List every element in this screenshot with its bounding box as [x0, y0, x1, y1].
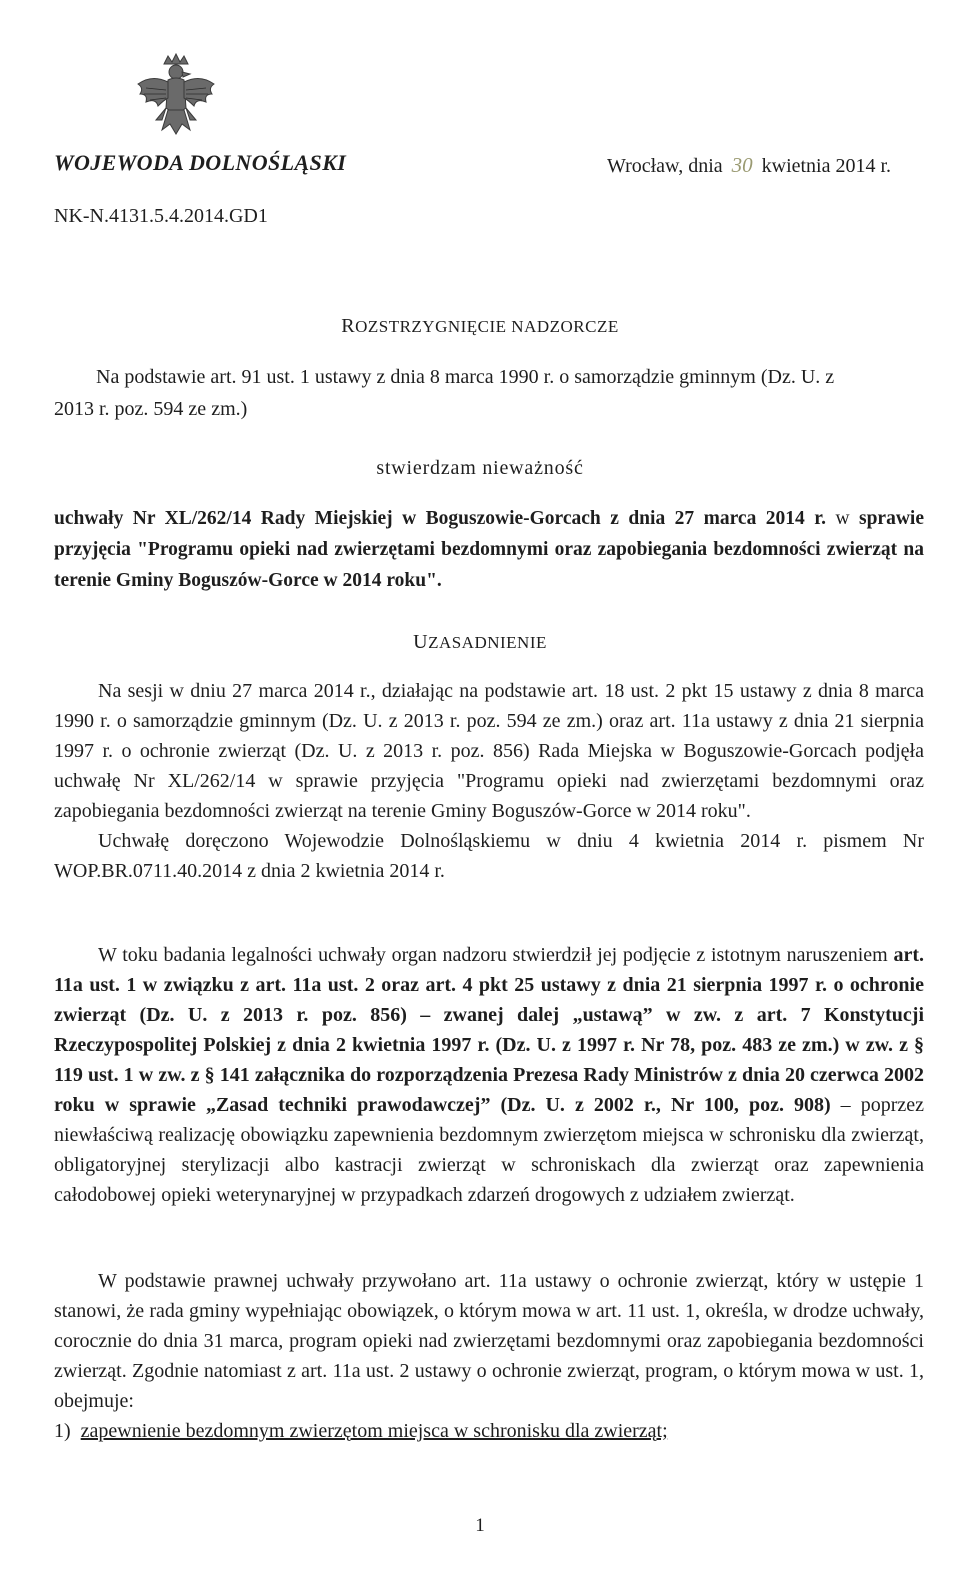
- paragraph-delivery: Uchwałę doręczono Wojewodzie Dolnośląskiemu w dniu 4 kwietnia 2014 r. pismem Nr WOP.BR.0711.40.2014 z dnia 2 kwietnia 2014 r.: [54, 830, 924, 882]
- justification-title: [0, 631, 960, 654]
- violation-legal-refs: art. 11a ust. 1 w związku z art. 11a ust. 2 oraz art. 4 pkt 25 ustawy z dnia 21 sierpnia 1997 r. o ochronie zwierząt (Dz. U. z 2013 r. poz. 856) – zwanej dalej „ustawą” w zw. z art. 7 Konstytucji Rzeczypospolitej Polskiej z dnia 2 kwietnia 1997 r. (Dz. U. z 1997 r. Nr 78, poz. 483 ze zm.) w zw. z § 119 ust. 1 w zw. z § 141 załącznika do rozporządzenia Prezesa Rady Ministrów z dnia 20 czerwca 2002 roku w sprawie „Zasad techniki prawodawczej” (Dz. U. z 2002 r., Nr 100, poz. 908): [54, 944, 924, 1116]
- resolution-title: uchwały Nr XL/262/14 Rady Miejskiej w Boguszowie-Gorcach z dnia 27 marca 2014 r.: [54, 508, 826, 529]
- eagle-emblem-icon: [126, 50, 226, 150]
- justification-rest: ZASADNIENIE: [428, 633, 547, 652]
- justification-body-2: [54, 940, 924, 1210]
- resolution-text: [54, 503, 924, 596]
- paragraph-legal-basis: W podstawie prawnej uchwały przywołano art. 11a ustawy o ochronie zwierząt, który w ustępie 1 stanowi, że rada gminy wypełniając obowiązek, o którym mowa w art. 11 ust. 1, określa, w drodze uchwały, corocznie do dnia 31 marca, program opieki nad zwierzętami bezdomnymi oraz zapobiegania bezdomności zwierząt. Zgodnie natomiast z art. 11a ust. 2 ustawy o ochronie zwierząt, program, o którym mowa w ust. 1, obejmuje:: [54, 1270, 924, 1412]
- violation-description: – poprzez niewłaściwą realizację obowiązku zapewnienia bezdomnym zwierzętom miejsca w schronisku dla zwierząt, obligatoryjnej sterylizacji albo kastracji zwierząt w schroniskach dla zwierząt oraz zapewnienia całodobowej opieki weterynaryjnej w przypadkach zdarzeń drogowych z udziałem zwierząt.: [54, 1094, 924, 1206]
- legal-basis-line2: 2013 r. poz. 594 ze zm.): [54, 398, 248, 420]
- city-date-prefix: Wrocław, dnia: [607, 155, 723, 177]
- resolution-subject: sprawie przyjęcia "Programu opieki nad zwierzętami bezdomnymi oraz zapobiegania bezdomności zwierząt na terenie Gminy Boguszów-Gorce w 2014 roku".: [54, 508, 924, 591]
- page-number: 1: [475, 1515, 485, 1536]
- list-item-number: 1): [54, 1420, 71, 1442]
- justification-body-3: [54, 1266, 924, 1416]
- justification-body-1: [54, 676, 924, 886]
- violation-intro: W toku badania legalności uchwały organ nadzoru stwierdził jej podjęcie z istotnym naruszeniem: [98, 944, 894, 966]
- title-initial: R: [341, 315, 356, 337]
- date-suffix: kwietnia 2014 r.: [761, 155, 892, 177]
- title-rest: OZSTRZYGNIĘCIE NADZORCZE: [355, 317, 619, 336]
- justification-initial: U: [413, 631, 429, 653]
- place-and-date: [607, 153, 891, 178]
- case-reference: NK-N.4131.5.4.2014.GD1: [54, 205, 268, 227]
- authority-name: WOJEWODA DOLNOŚLĄSKI: [54, 150, 347, 175]
- list-item: [54, 1420, 668, 1443]
- list-item-text: zapewnienie bezdomnym zwierzętom miejsca w schronisku dla zwierząt;: [80, 1420, 668, 1442]
- paragraph-violation: [54, 940, 924, 1210]
- legal-basis-line1: Na podstawie art. 91 ust. 1 ustawy z dnia 8 marca 1990 r. o samorządzie gminnym (Dz. U. z: [96, 366, 835, 388]
- decision-statement: stwierdzam nieważność: [376, 457, 584, 479]
- handwritten-day: 30: [731, 153, 753, 177]
- document-title: [0, 315, 960, 338]
- paragraph-session: Na sesji w dniu 27 marca 2014 r., działając na podstawie art. 18 ust. 2 pkt 15 ustawy z dnia 8 marca 1990 r. o samorządzie gminnym (Dz. U. z 2013 r. poz. 594 ze zm.) oraz art. 11a ustawy z dnia 21 sierpnia 1997 r. o ochronie zwierząt (Dz. U. z 2013 r. poz. 856) Rada Miejska w Boguszowie-Gorcach podjęła uchwałę Nr XL/262/14 w sprawie przyjęcia "Programu opieki nad zwierzętami bezdomnymi oraz zapobiegania bezdomności zwierząt na terenie Gminy Boguszów-Gorce w 2014 roku".: [54, 680, 924, 822]
- resolution-w: w: [825, 508, 850, 529]
